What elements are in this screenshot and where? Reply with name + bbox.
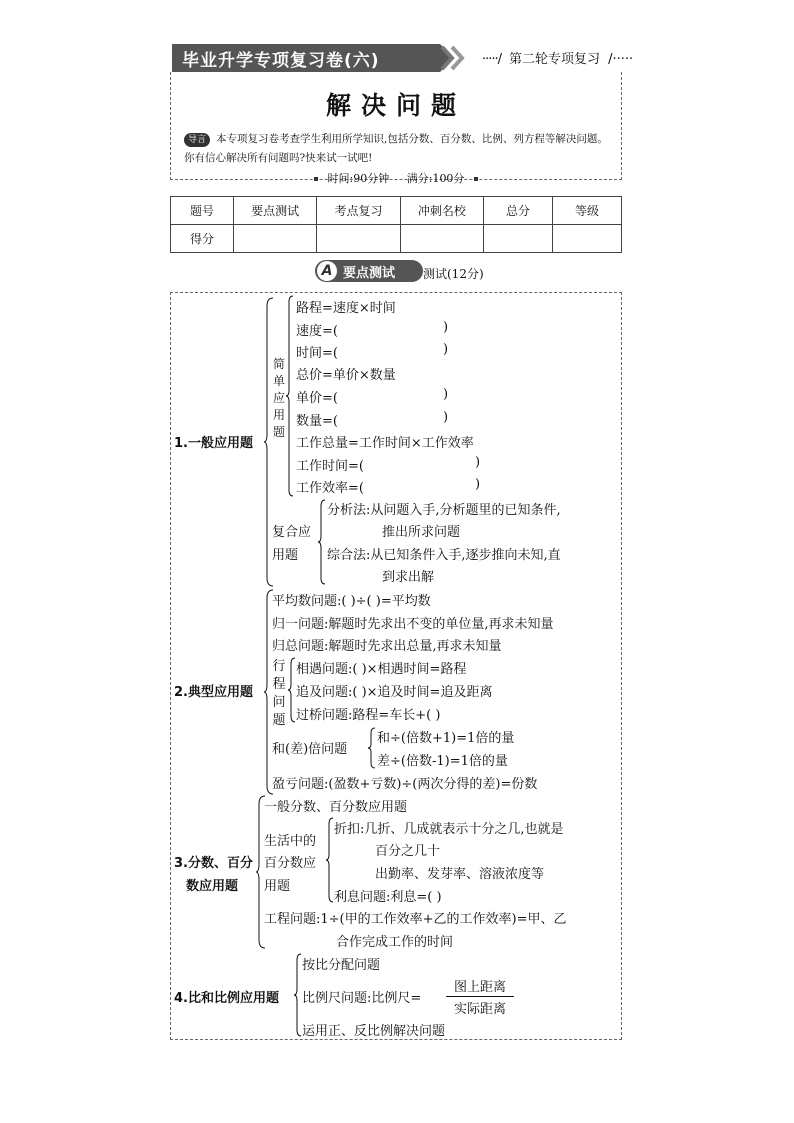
table-cell: 总分: [484, 197, 553, 225]
formula-line: 工作总量=工作时间×工作效率: [296, 436, 474, 451]
guide-text: 本专项复习卷考查学生利用所学知识,包括分数、百分数、比例、列方程等解决问题。你有信心解决所有问题吗?快来试一试吧!: [184, 133, 608, 164]
formula-line: 单价=(: [296, 391, 338, 406]
score-input-cell[interactable]: [484, 225, 553, 253]
formula-line: 按比分配问题: [302, 958, 381, 973]
formula-line: 时间=(: [296, 346, 338, 361]
score-input-cell[interactable]: [234, 225, 317, 253]
table-row: [171, 197, 622, 225]
brace-icon: [294, 954, 302, 1036]
formula-line: 利息问题:利息=( ): [334, 890, 442, 905]
method-line: 综合法:从已知条件入手,逐步推向未知,直: [327, 548, 561, 563]
table-cell: 题号: [171, 197, 234, 225]
blank-close: ): [475, 455, 481, 470]
brace-icon: [288, 658, 296, 722]
table-cell: 冲刺名校: [400, 197, 483, 225]
formula-line: 运用正、反比例解决问题: [302, 1024, 446, 1039]
section-letter: A: [317, 261, 337, 281]
formula-line: 百分之几十: [375, 844, 441, 859]
s1-sub2-label: 用题: [272, 548, 299, 563]
section-name: 要点测试: [343, 265, 396, 281]
paper-series-title: [172, 44, 440, 72]
formula-line: 平均数问题:( )÷( )=平均数: [272, 594, 431, 609]
blank-close: ): [475, 477, 481, 492]
brace-icon: [318, 500, 326, 584]
s2-label: 2.典型应用题: [174, 685, 253, 700]
brace-icon: [368, 728, 376, 768]
s1-sub2-label: 复合应: [272, 525, 312, 540]
formula-line: 折扣:几折、几成就表示十分之几,也就是: [334, 822, 564, 837]
formula-line: 一般分数、百分数应用题: [264, 800, 408, 815]
table-cell: 等级: [553, 197, 622, 225]
table-cell: 考点复习: [317, 197, 400, 225]
score-table: [170, 196, 622, 253]
formula-line: 和÷(倍数+1)=1倍的量: [377, 731, 515, 746]
blank-close: ): [443, 387, 449, 402]
brace-icon: [286, 296, 294, 496]
score-input-cell[interactable]: [553, 225, 622, 253]
page-title: 解决问题: [325, 91, 466, 120]
formula-line: 盈亏问题:(盈数+亏数)÷(两次分得的差)=份数: [272, 777, 538, 792]
formula-line: 归一问题:解题时先求出不变的单位量,再求未知量: [272, 617, 554, 632]
fraction-denominator: 实际距离: [453, 1002, 506, 1017]
method-line: 分析法:从问题入手,分析题里的已知条件,: [327, 503, 561, 518]
formula-line: 工程问题:1÷(甲的工作效率+乙的工作效率)=甲、乙: [264, 912, 567, 927]
formula-line: 工作时间=(: [296, 459, 364, 474]
score-input-cell[interactable]: [400, 225, 483, 253]
time-and-score: [170, 170, 622, 186]
table-row: [171, 225, 622, 253]
formula-line: 差÷(倍数-1)=1倍的量: [377, 754, 508, 769]
score-input-cell[interactable]: [317, 225, 400, 253]
fraction-bar: [446, 996, 514, 997]
table-cell: 得分: [171, 225, 234, 253]
formula-line: 速度=(: [296, 324, 338, 339]
life-percent-label: 用题: [264, 879, 291, 894]
full-score: 满分:100分: [406, 172, 465, 185]
formula-line: 数量=(: [296, 414, 338, 429]
brace-icon: [326, 818, 334, 902]
section-badge: [315, 260, 423, 282]
scale-fraction: [446, 976, 514, 1017]
series-title-text: 毕业升学专项复习卷(六): [182, 50, 380, 71]
section-score: 测试(12分): [423, 267, 484, 281]
blank-close: ): [443, 320, 449, 335]
formula-line: 归总问题:解题时先求出总量,再求未知量: [272, 639, 502, 654]
formula-line: 出勤率、发芽率、溶液浓度等: [375, 867, 545, 882]
s3-label: 数应用题: [186, 879, 239, 894]
chevron-decoration-icon: [440, 44, 470, 72]
life-percent-label: 生活中的: [264, 834, 317, 849]
blank-close: ): [443, 342, 449, 357]
review-round-tag: ·····/ 第二轮专项复习 /·····: [482, 52, 634, 67]
sum-diff-label: 和(差)倍问题: [272, 742, 348, 757]
formula-line: 路程=速度×时间: [296, 301, 396, 316]
s3-label: 3.分数、百分: [174, 856, 253, 871]
fraction-numerator: 图上距离: [453, 980, 506, 995]
formula-line: 比例尺问题:比例尺=: [302, 991, 422, 1006]
formula-line: 过桥问题:路程=车长+( ): [296, 708, 441, 723]
formula-line: 相遇问题:( )×相遇时间=路程: [296, 662, 467, 677]
brace-icon: [264, 298, 274, 586]
formula-line: 工作效率=(: [296, 481, 364, 496]
guide-badge: 导言: [184, 133, 210, 147]
formula-line: 追及问题:( )×追及时间=追及距离: [296, 685, 493, 700]
formula-line: 合作完成工作的时间: [336, 935, 454, 950]
formula-line: 总价=单价×数量: [296, 368, 396, 383]
s1-label: 1.一般应用题: [174, 436, 253, 451]
time-limit: 时间:90分钟: [327, 172, 390, 185]
review-round-text: 第二轮专项复习: [509, 52, 601, 67]
life-percent-label: 百分数应: [264, 856, 317, 871]
method-line: 推出所求问题: [382, 525, 461, 540]
blank-close: ): [443, 410, 449, 425]
travel-problem-label: 行程问题: [272, 659, 286, 728]
table-cell: 要点测试: [234, 197, 317, 225]
s1-sub1-label: 简单应用题: [272, 357, 285, 439]
s4-label: 4.比和比例应用题: [174, 991, 279, 1006]
method-line: 到求出解: [382, 570, 435, 585]
